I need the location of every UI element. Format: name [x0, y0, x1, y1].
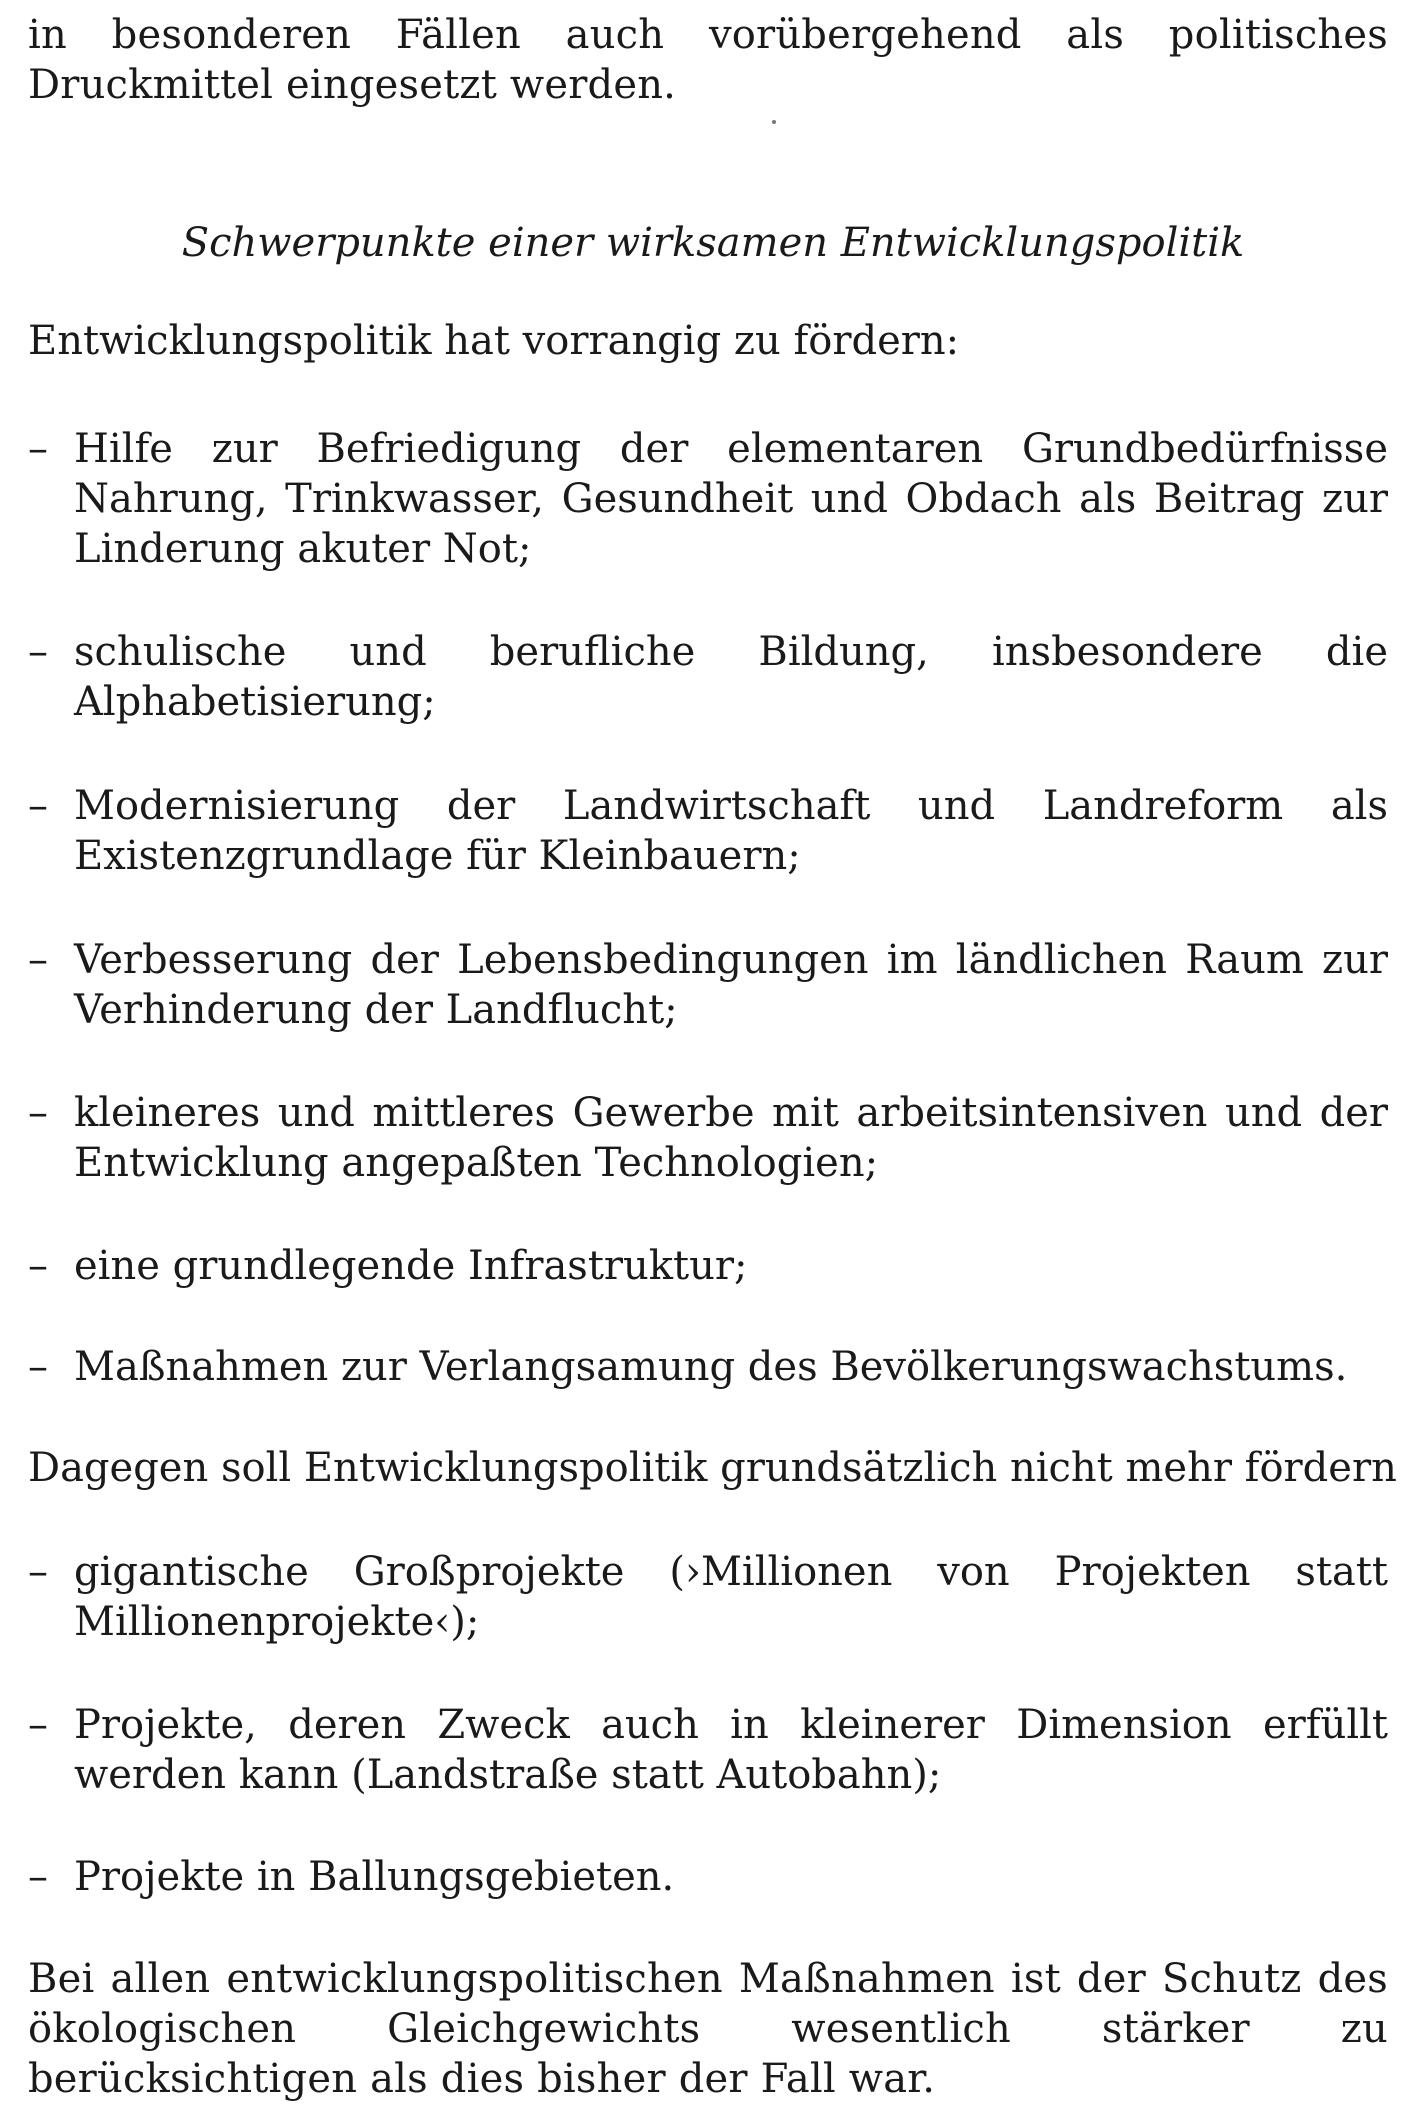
promote-item-text: kleineres und mittleres Gewerbe mit arbeitsintensiven und der Entwicklung angepaßten Technologien;: [74, 1090, 1388, 1186]
promote-item: [28, 1241, 1388, 1291]
avoid-item-text: Projekte, deren Zweck auch in kleinerer Dimension erfüllt werden kann (Landstraße statt Autobahn);: [74, 1702, 1388, 1798]
avoid-item-text: gigantische Großprojekte (›Millionen von Projekten statt Millionenprojekte‹);: [74, 1549, 1388, 1645]
list-dash: –: [28, 783, 48, 829]
list-dash: –: [28, 1854, 48, 1900]
list-dash: –: [28, 629, 48, 675]
promote-item: [28, 781, 1388, 881]
list-dash: –: [28, 1243, 48, 1289]
promote-item-text: Verbesserung der Lebensbedingungen im ländlichen Raum zur Verhinderung der Landflucht;: [74, 937, 1388, 1033]
list-dash: –: [28, 1549, 48, 1595]
avoid-intro: Dagegen soll Entwicklungspolitik grundsätzlich nicht mehr fördern: [28, 1445, 1397, 1491]
promote-item-text: Hilfe zur Befriedigung der elementaren Grundbedürfnisse Nahrung, Trinkwasser, Gesundheit und Obdach als Beitrag zur Linderung akuter Not;: [74, 426, 1388, 572]
list-dash: –: [28, 937, 48, 983]
intro-continuation-paragraph: [28, 10, 1388, 110]
intro-continuation-text: in besonderen Fällen auch vorübergehend als politisches Druckmittel eingesetzt werden.: [28, 12, 1388, 108]
promote-item: [28, 935, 1388, 1035]
promote-item-text: schulische und berufliche Bildung, insbesondere die Alphabetisierung;: [74, 629, 1388, 725]
avoid-item: [28, 1700, 1388, 1800]
closing-paragraph: Bei allen entwicklungspolitischen Maßnahmen ist der Schutz des ökologischen Gleichgewichts wesentlich stärker zu berücksichtigen als dies bisher der Fall war.: [28, 1956, 1388, 2102]
promote-item: [28, 627, 1388, 727]
list-dash: –: [28, 1702, 48, 1748]
promote-item-text: eine grundlegende Infrastruktur;: [74, 1243, 748, 1289]
list-dash: –: [28, 426, 48, 472]
promote-item-text: Maßnahmen zur Verlangsamung des Bevölkerungswachstums.: [74, 1344, 1348, 1390]
list-dash: –: [28, 1344, 48, 1390]
avoid-item-text: Projekte in Ballungsgebieten.: [74, 1854, 675, 1900]
promote-item: [28, 1088, 1388, 1188]
list-dash: –: [28, 1090, 48, 1136]
scan-speck: [772, 120, 776, 124]
promote-intro: Entwicklungspolitik hat vorrangig zu fördern:: [28, 318, 960, 364]
avoid-item: [28, 1852, 1388, 1902]
section-heading: Schwerpunkte einer wirksamen Entwicklungspolitik: [181, 220, 1245, 266]
promote-item: [28, 424, 1388, 574]
promote-item: [28, 1342, 1388, 1392]
avoid-item: [28, 1547, 1388, 1647]
promote-item-text: Modernisierung der Landwirtschaft und Landreform als Existenzgrundlage für Kleinbauern;: [74, 783, 1388, 879]
